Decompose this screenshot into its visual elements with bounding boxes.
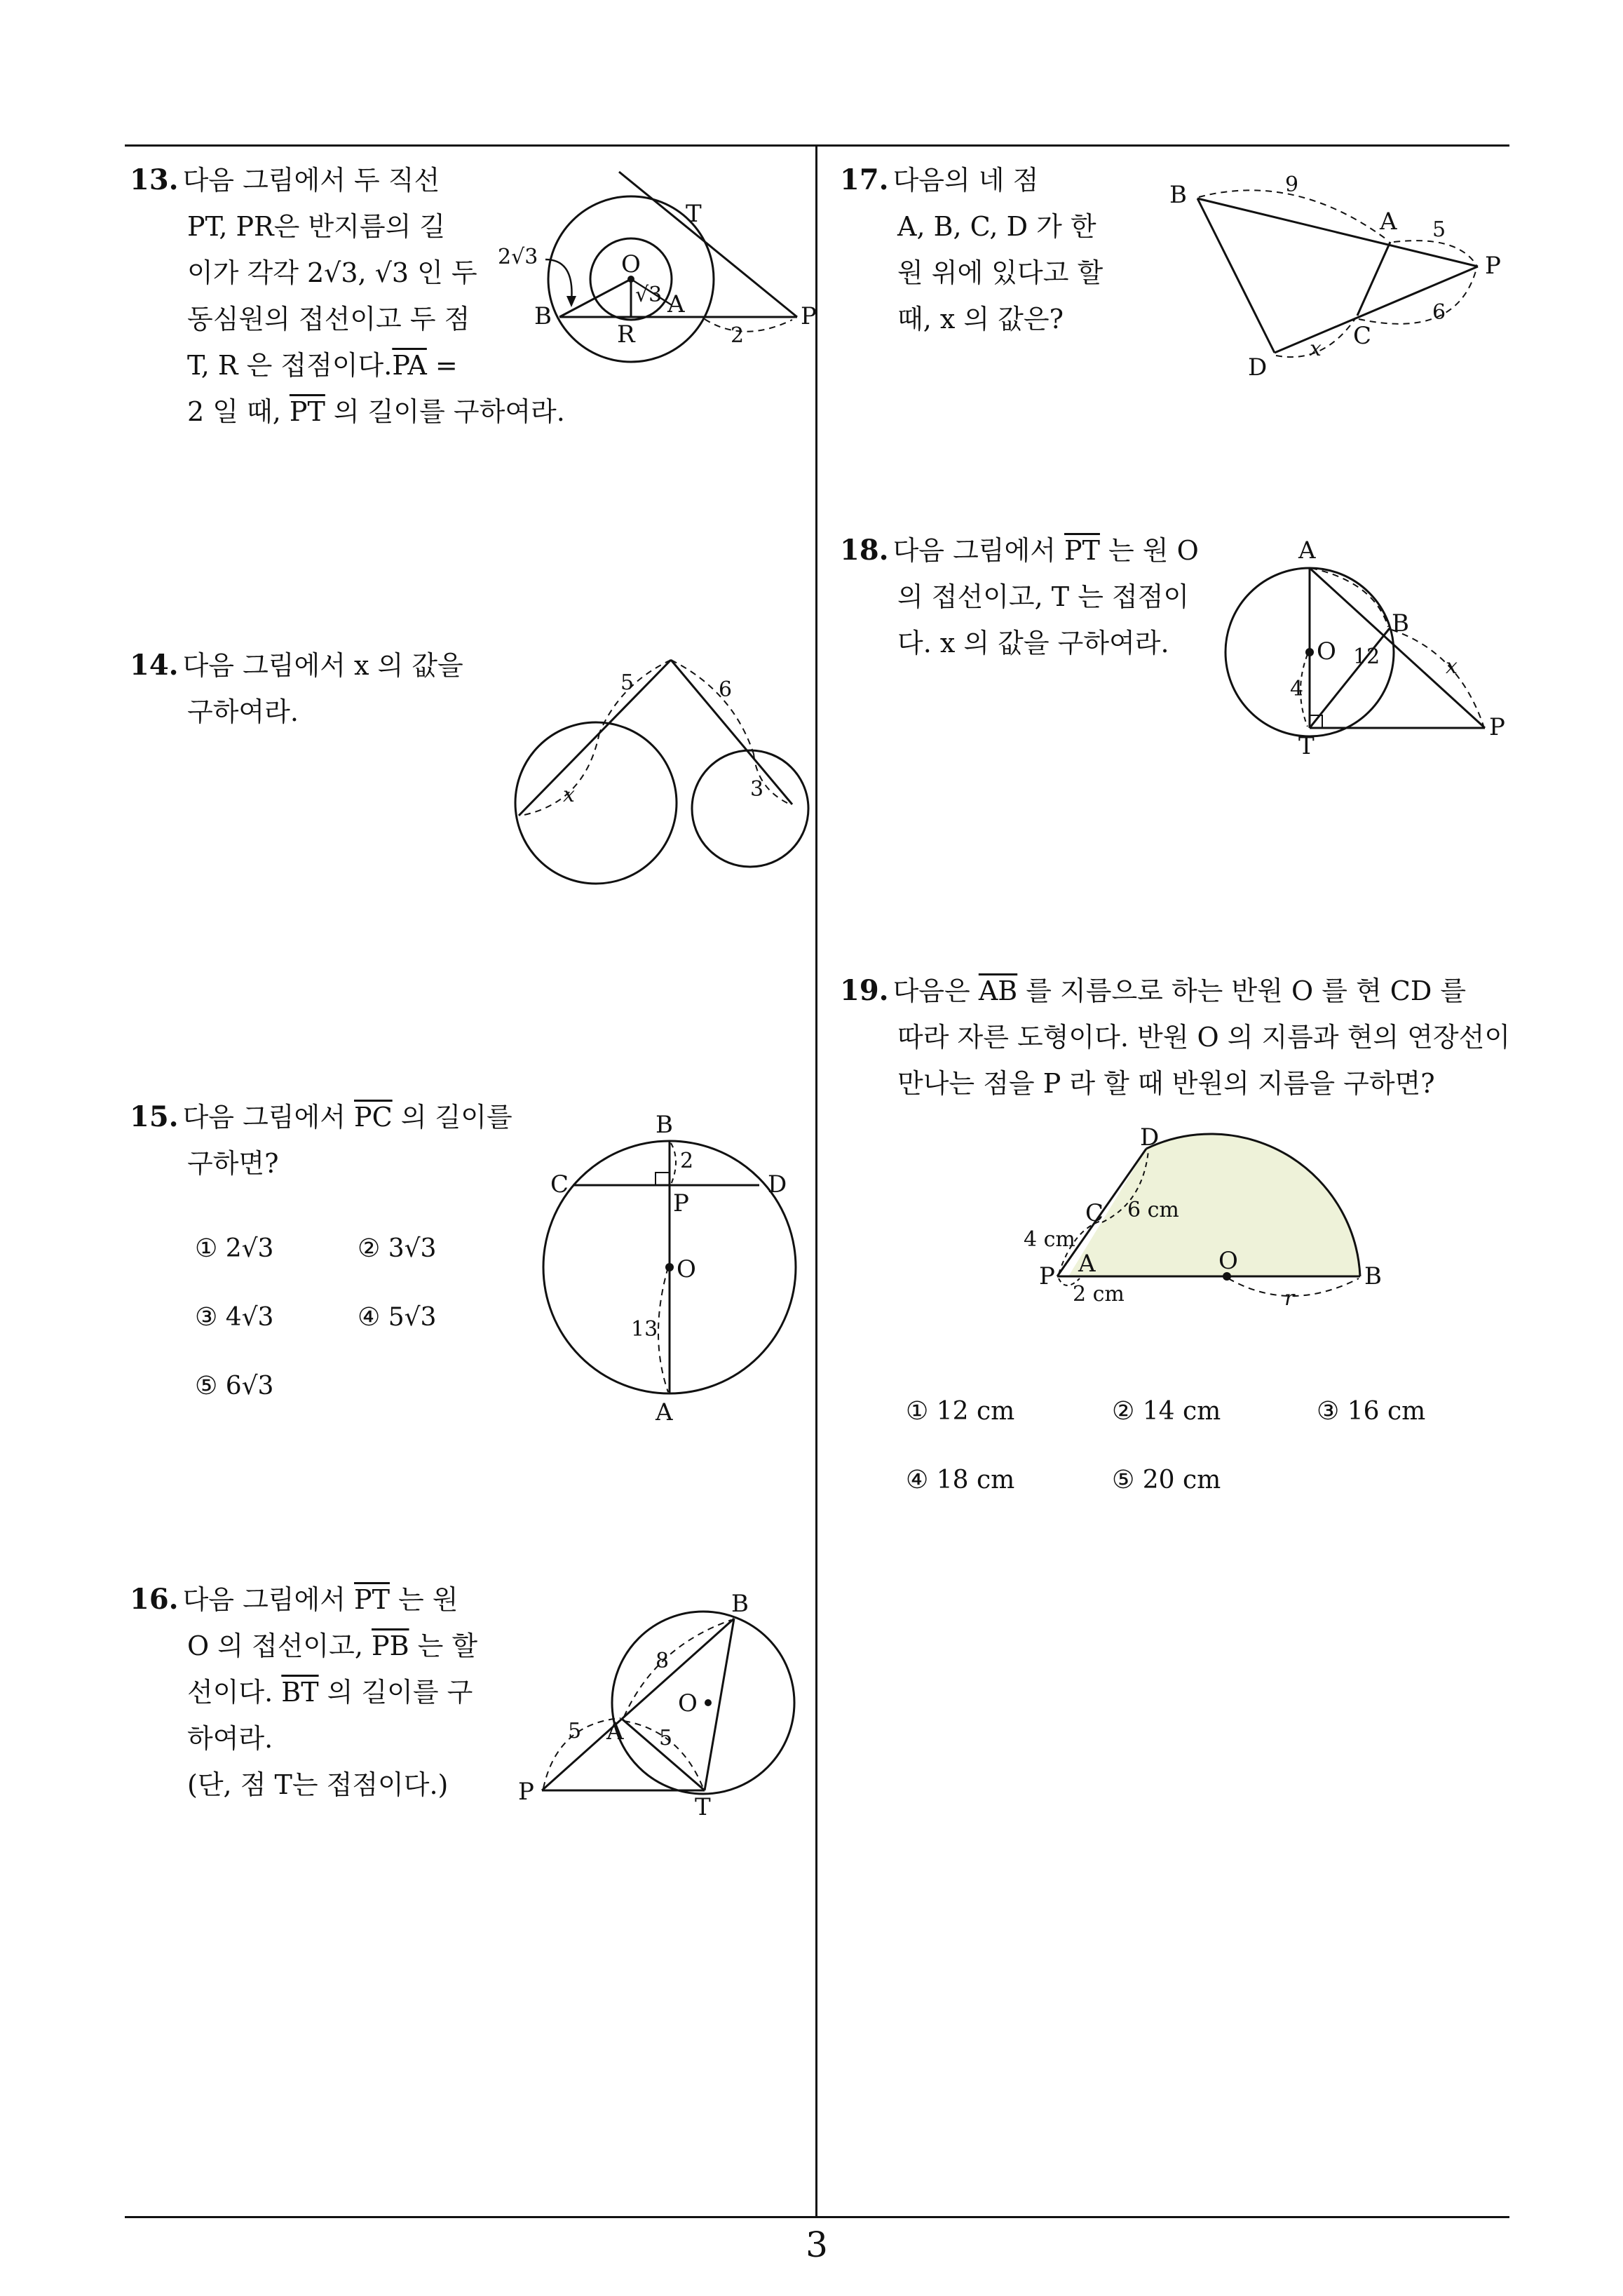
secant-left (519, 660, 671, 816)
choice-5[interactable]: ⑤ 6√3 (195, 1372, 274, 1400)
label-5: 5 (620, 670, 634, 695)
label-d: D (1140, 1123, 1160, 1152)
dim-12 (1311, 568, 1388, 627)
label-3: 3 (750, 777, 764, 802)
label-6: 6 (719, 677, 733, 702)
label-o: O (1317, 637, 1336, 666)
figure-17 (1162, 172, 1513, 386)
dim-x (1392, 630, 1483, 726)
right-circle (692, 750, 808, 867)
choice-2[interactable]: ② 3√3 (358, 1234, 437, 1263)
line-ac (1357, 242, 1390, 316)
label-2: 2 (680, 1149, 694, 1173)
choice-4[interactable]: ④ 18 cm (906, 1466, 1015, 1494)
label-4cm: 4 cm (1024, 1227, 1075, 1252)
line-dp (1275, 266, 1478, 353)
choice-3[interactable]: ③ 4√3 (195, 1303, 274, 1332)
label-o: O (678, 1689, 698, 1717)
label-9: 9 (1285, 173, 1299, 197)
label-a: A (656, 1398, 673, 1426)
label-5: 5 (1432, 217, 1446, 242)
label-a: A (1078, 1250, 1096, 1278)
label-radius-big: 2√3 (498, 245, 538, 269)
right-angle-mark (656, 1173, 670, 1185)
problem-13: 13. 다음 그림에서 두 직선 PT, PR은 반지름의 길 이가 각각 2√3, √3 인 두 동심원의 접선이고 두 점 T, R 은 접점이다$.\overline{PA}$ = 2 일 때, $\overline{PT}$ 의 길이를 구하여라. (130, 163, 565, 427)
label-a: A (667, 290, 685, 318)
line-bd (1197, 198, 1275, 353)
label-b: B (1169, 181, 1187, 209)
label-t: T (695, 1793, 711, 1821)
choice-3[interactable]: ③ 16 cm (1317, 1397, 1426, 1426)
label-a: A (1298, 536, 1316, 565)
label-o: O (1218, 1247, 1238, 1275)
label-p: P (801, 302, 817, 330)
column-divider (815, 144, 817, 2216)
pa-dimension (705, 319, 792, 332)
problem-18: 18. 다음 그림에서 $\overline{PT}$ 는 원 O 의 접선이고, T 는 접점이 다. x 의 값을 구하여라. (840, 534, 1199, 659)
label-d: D (768, 1170, 787, 1198)
label-x: x (563, 783, 575, 807)
label-4: 4 (1290, 677, 1304, 701)
choice-2[interactable]: ② 14 cm (1112, 1397, 1221, 1426)
dim-6 (1359, 269, 1476, 324)
dim-2 (671, 1143, 676, 1184)
problem-number: 15. (130, 1100, 179, 1133)
choice-1[interactable]: ① 2√3 (195, 1234, 274, 1263)
label-c: C (550, 1170, 569, 1198)
figure-18 (1220, 536, 1514, 799)
label-x: x (1446, 654, 1458, 679)
label-c: C (1085, 1199, 1104, 1227)
label-12: 12 (1353, 644, 1380, 669)
label-o: O (621, 250, 641, 278)
choice-1[interactable]: ① 12 cm (906, 1397, 1015, 1426)
problem-number: 19. (840, 974, 889, 1007)
choice-4[interactable]: ④ 5√3 (358, 1303, 437, 1332)
problem-14: 14. 다음 그림에서 x 의 값을 구하여라. (130, 649, 463, 727)
dim-5 (1394, 241, 1476, 265)
label-b: B (1392, 609, 1409, 637)
label-13: 13 (631, 1317, 658, 1342)
label-b: B (534, 302, 552, 330)
figure-13 (491, 161, 820, 358)
label-t: T (1298, 732, 1315, 760)
label-p: P (518, 1778, 534, 1806)
label-b: B (656, 1111, 673, 1139)
label-6cm: 6 cm (1127, 1198, 1179, 1222)
figure-19 (1024, 1123, 1402, 1322)
bottom-rule (125, 2216, 1509, 2218)
label-p: P (1489, 713, 1505, 741)
label-a: A (1380, 208, 1397, 236)
label-b: B (731, 1590, 749, 1618)
figure-14 (515, 649, 810, 894)
label-d: D (1248, 353, 1268, 381)
label-c: C (1353, 322, 1372, 350)
label-p: P (673, 1189, 689, 1217)
label-5-at: 5 (659, 1726, 673, 1750)
problem-17: 17. 다음의 네 점 A, B, C, D 가 한 원 위에 있다고 할 때, x 의 값은? (840, 163, 1103, 335)
label-pa: 2 (731, 323, 745, 348)
label-r: R (617, 320, 635, 349)
problem-number: 13. (130, 163, 179, 196)
figure-15 (543, 1112, 810, 1427)
label-r: r (1284, 1286, 1295, 1311)
label-a: A (606, 1717, 624, 1745)
label-2cm: 2 cm (1073, 1282, 1125, 1306)
label-t: T (686, 200, 702, 228)
label-b: B (1364, 1262, 1382, 1290)
problem-19: 19. 다음은 $\overline{AB}$ 를 지름으로 하는 반원 O 를 현 CD 를 따라 자른 도형이다. 반원 O 의 지름과 현의 연장선이 만나는 점을 P 라 할 때 반원의 지름을 구하면? (840, 974, 1511, 1099)
problem-15: 15. 다음 그림에서 $\overline{PC}$ 의 길이를 구하면? (130, 1100, 512, 1179)
problem-number: 14. (130, 649, 179, 682)
label-p: P (1485, 252, 1501, 280)
problem-number: 17. (840, 163, 889, 196)
center-dot (705, 1699, 712, 1706)
figure-16 (515, 1591, 782, 1822)
label-radius-small: √3 (635, 283, 663, 307)
cut-semicircle (1068, 1134, 1360, 1276)
label-8: 8 (656, 1649, 670, 1673)
problem-number: 18. (840, 534, 889, 567)
problem-number: 16. (130, 1583, 179, 1616)
label-x: x (1310, 337, 1322, 361)
dim-13 (658, 1267, 668, 1392)
choice-5[interactable]: ⑤ 20 cm (1112, 1466, 1221, 1494)
problem-16: 16. 다음 그림에서 $\overline{PT}$ 는 원 O 의 접선이고, $\overline{PB}$ 는 할 선이다. $\overline{BT}$ 의 길이를 구 하여라. (단, 점 T는 접점이다.) (130, 1583, 478, 1800)
page-number: 3 (806, 2224, 828, 2265)
label-5-pa: 5 (568, 1719, 582, 1743)
label-o: O (677, 1255, 696, 1283)
dim-9 (1199, 190, 1388, 241)
label-p: P (1039, 1262, 1055, 1290)
label-6: 6 (1432, 300, 1446, 325)
